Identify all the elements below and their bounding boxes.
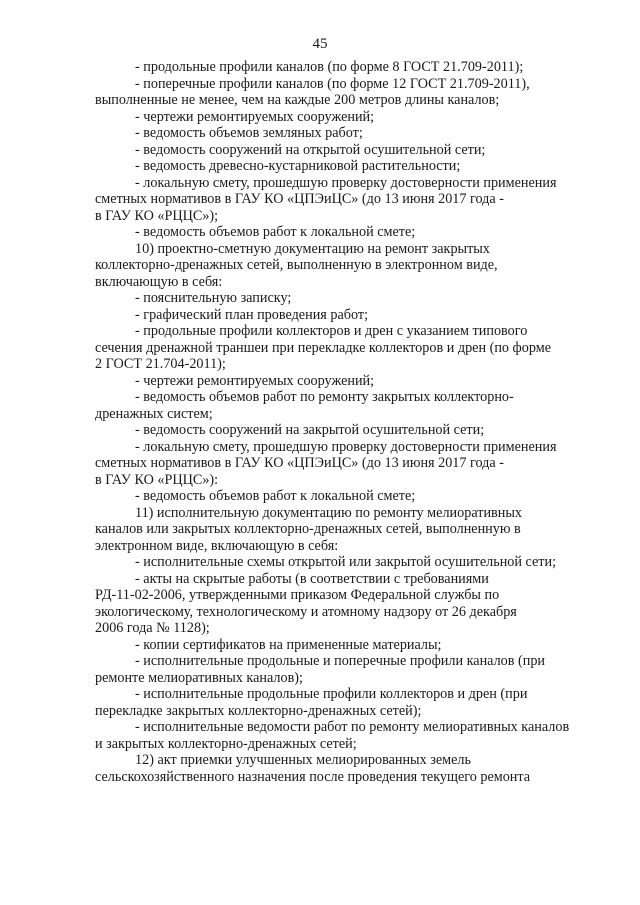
text-line: - исполнительные продольные и поперечные профили каналов (при xyxy=(135,653,546,669)
text-line: и закрытых коллекторно-дренажных сетей; xyxy=(95,735,357,752)
text-line: - ведомость объемов работ по ремонту закрытых коллекторно- xyxy=(135,389,514,405)
text-line: - локальную смету, прошедшую проверку достоверности применения xyxy=(135,174,557,191)
text-line: - ведомость объемов работ к локальной смете; xyxy=(135,488,416,504)
page-body-text xyxy=(95,59,600,785)
text-line: - локальную смету, прошедшую проверку достоверности применения xyxy=(135,438,557,455)
text-line: сечения дренажной траншеи при перекладке коллекторов и дрен (по форме xyxy=(95,339,551,356)
text-line: - акты на скрытые работы (в соответствии с требованиями xyxy=(135,570,489,587)
page-number: 45 xyxy=(312,36,328,52)
text-line: в ГАУ КО «РЦЦС»): xyxy=(95,471,219,488)
text-line: - графический план проведения работ; xyxy=(135,306,369,323)
text-line: выполненные не менее, чем на каждые 200 метров длины каналов; xyxy=(95,92,500,108)
text-line: - поперечные профили каналов (по форме 12 ГОСТ 21.709-2011), xyxy=(135,75,530,92)
text-line: - исполнительные ведомости работ по ремонту мелиоративных каналов xyxy=(135,719,570,735)
text-line: сметных нормативов в ГАУ КО «ЦПЭиЦС» (до 13 июня 2017 года - xyxy=(95,191,504,207)
text-line: РД-11-02-2006, утвержденными приказом Федеральной службы по xyxy=(95,587,500,603)
text-line: включающую в себя: xyxy=(95,273,223,290)
text-line: сметных нормативов в ГАУ КО «ЦПЭиЦС» (до 13 июня 2017 года - xyxy=(95,455,504,471)
text-line: перекладке закрытых коллекторно-дренажных сетей); xyxy=(95,702,422,719)
text-line: 10) проектно-сметную документацию на ремонт закрытых xyxy=(135,240,490,257)
text-line: - исполнительные схемы открытой или закрытой осушительной сети; xyxy=(135,554,557,570)
text-line: - чертежи ремонтируемых сооружений; xyxy=(135,372,375,389)
text-line: 12) акт приемки улучшенных мелиорированных земель xyxy=(135,752,471,768)
text-line: - ведомость сооружений на закрытой осушительной сети; xyxy=(135,422,485,438)
text-line: 11) исполнительную документацию по ремонту мелиоративных xyxy=(135,504,522,521)
text-line: - ведомость сооружений на открытой осушительной сети; xyxy=(135,141,486,158)
text-line: 2006 года № 1128); xyxy=(95,620,210,636)
text-line: - копии сертификатов на примененные материалы; xyxy=(135,636,442,653)
text-line: - ведомость объемов работ к локальной смете; xyxy=(135,224,416,240)
text-line: - чертежи ремонтируемых сооружений; xyxy=(135,108,375,125)
text-line: сельскохозяйственного назначения после проведения текущего ремонта xyxy=(95,768,531,785)
text-line: экологическому, технологическому и атомному надзору от 26 декабря xyxy=(95,603,517,620)
text-line: дренажных систем; xyxy=(95,405,213,422)
text-line: коллекторно-дренажных сетей, выполненную в электронном виде, xyxy=(95,257,498,273)
text-line: - ведомость древесно-кустарниковой растительности; xyxy=(135,158,461,174)
text-line: - продольные профили каналов (по форме 8 ГОСТ 21.709-2011); xyxy=(135,59,524,75)
text-line: электронном виде, включающую в себя: xyxy=(95,537,339,554)
text-line: - исполнительные продольные профили коллекторов и дрен (при xyxy=(135,686,528,702)
text-line: 2 ГОСТ 21.704-2011); xyxy=(95,356,226,372)
text-line: в ГАУ КО «РЦЦС»); xyxy=(95,207,219,224)
text-line: - ведомость объемов земляных работ; xyxy=(135,125,363,141)
text-line: - пояснительную записку; xyxy=(135,290,292,306)
text-line: каналов или закрытых коллекторно-дренажных сетей, выполненную в xyxy=(95,521,521,537)
text-line: ремонте мелиоративных каналов); xyxy=(95,669,303,686)
text-line: - продольные профили коллекторов и дрен с указанием типового xyxy=(135,323,528,339)
